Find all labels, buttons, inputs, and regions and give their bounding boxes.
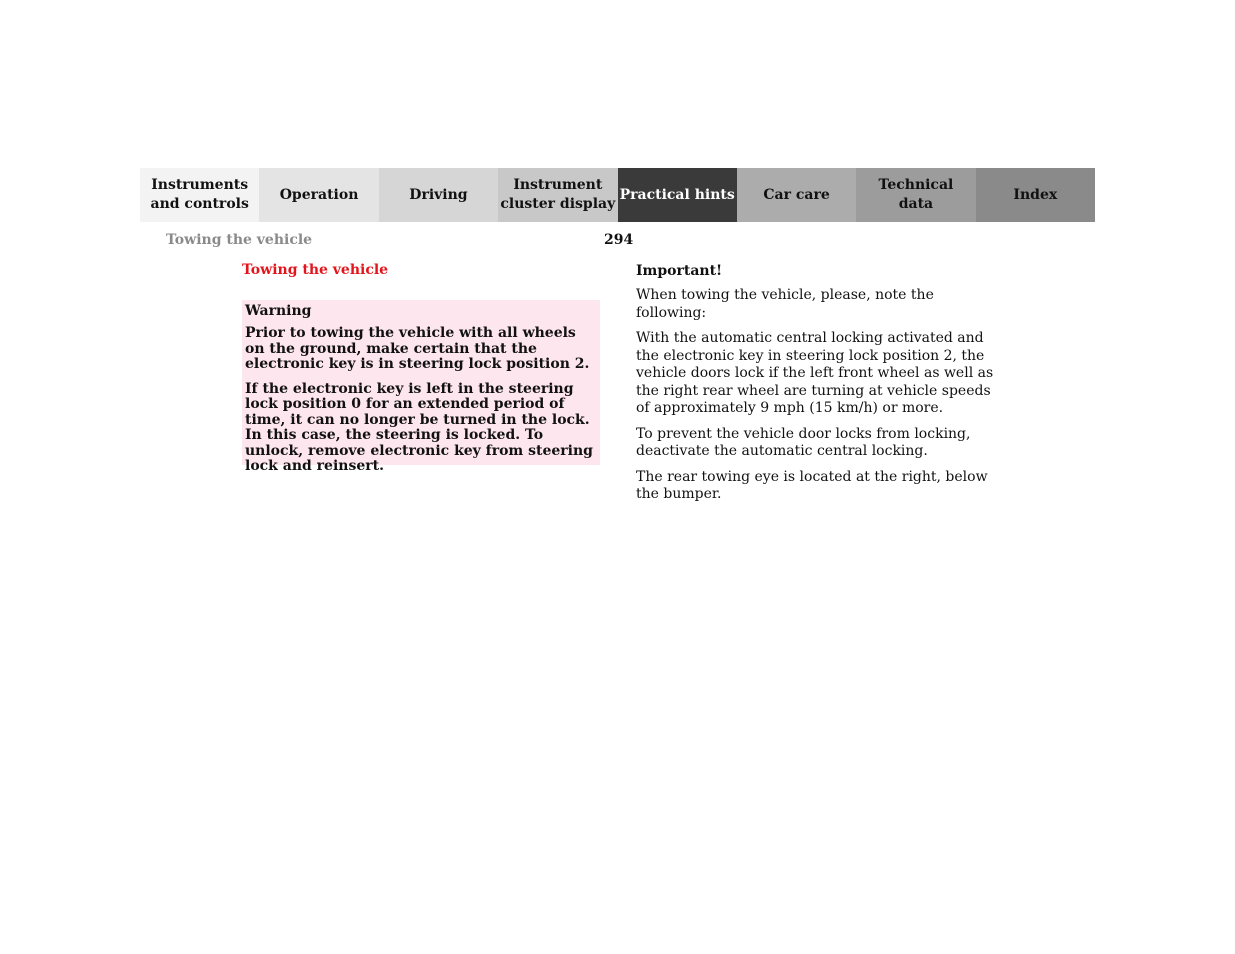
tab-technical-data[interactable]: Technical data — [856, 168, 975, 222]
body-paragraph: With the automatic central locking activated and the electronic key in steering lock position 2, the vehicle doors lock if the left front wheel as well as the right rear wheel are turning at vehicle speeds of approximately 9 mph (15 km/h) or more. — [636, 330, 994, 416]
chapter-nav — [140, 168, 1095, 222]
page-number: 294 — [604, 232, 634, 248]
body-paragraph: To prevent the vehicle door locks from locking, deactivate the automatic central locking. — [636, 425, 971, 459]
tab-index[interactable]: Index — [976, 168, 1095, 222]
tab-operation[interactable]: Operation — [259, 168, 378, 222]
warning-box — [242, 300, 600, 474]
warning-paragraph: If the electronic key is left in the steering lock position 0 for an extended period of time, it can no longer be turned in the lock. In this case, the steering is locked. To unlock, remove electronic key from steering lock and reinsert. — [245, 380, 593, 474]
tab-practical-hints[interactable]: Practical hints — [618, 168, 737, 222]
section-title: Towing the vehicle — [166, 232, 313, 248]
tab-driving[interactable]: Driving — [379, 168, 498, 222]
warning-paragraph: Prior to towing the vehicle with all wheels on the ground, make certain that the electronic key is in steering lock position 2. — [245, 325, 590, 372]
topic-heading: Towing the vehicle — [242, 262, 389, 278]
tab-car-care[interactable]: Car care — [737, 168, 856, 222]
right-column — [636, 262, 998, 512]
important-heading: Important! — [636, 263, 723, 279]
body-paragraph: When towing the vehicle, please, note the following: — [636, 287, 934, 321]
tab-instrument-cluster-display[interactable]: Instrument cluster display — [498, 168, 617, 222]
body-paragraph: The rear towing eye is located at the right, below the bumper. — [636, 468, 988, 502]
warning-title: Warning — [245, 303, 312, 319]
tab-instruments-and-controls[interactable]: Instruments and controls — [140, 168, 259, 222]
